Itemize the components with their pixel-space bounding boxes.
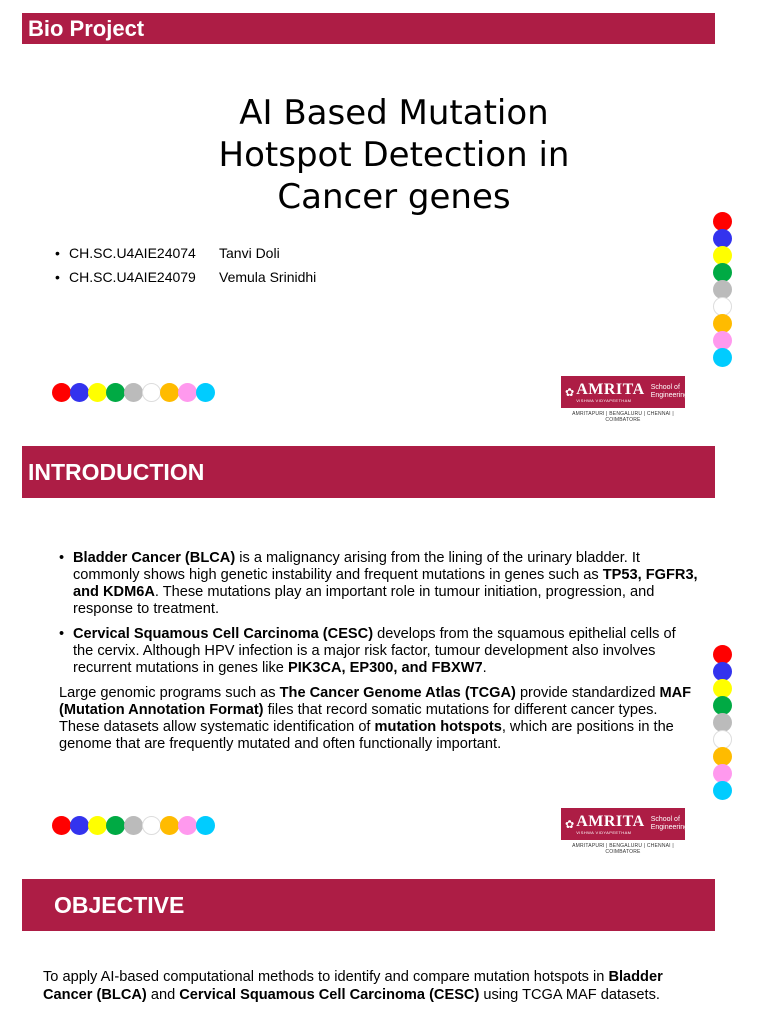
title-line-1: AI Based Mutation (239, 93, 549, 133)
logo-box (561, 376, 689, 408)
color-dot (52, 383, 71, 402)
logo-subtitle: VISHWA VIDYAPEETHAM (576, 397, 632, 403)
body-text: is a malignancy arising from the lining of the urinary bladder. It commonly shows high genetic instability and frequent mutations in genes such as (73, 550, 640, 583)
logo-school (651, 816, 688, 832)
logo-box (561, 808, 689, 840)
body-text: Large genomic programs such as (59, 685, 280, 701)
emblem-icon: ✿ (565, 818, 575, 831)
slide-title (190, 92, 598, 218)
color-dot (160, 816, 179, 835)
logo-name: AMRITA (576, 380, 645, 398)
slide-header-objective: OBJECTIVE (22, 879, 715, 931)
bold-text: PIK3CA, EP300, and FBXW7 (287, 660, 483, 676)
logo-subtitle: VISHWA VIDYAPEETHAM (576, 829, 632, 835)
vertical-color-dots (713, 212, 732, 365)
logo-campuses: AMRITAPURI | BENGALURU | CHENNAI | COIMBATORE (572, 411, 674, 423)
amrita-logo (561, 376, 689, 423)
author-item (55, 265, 316, 289)
horizontal-color-dots (52, 383, 214, 402)
body-text: and (146, 987, 180, 1003)
logo-school-line: School of (650, 816, 680, 823)
logo-school (651, 384, 688, 400)
bold-text: mutation hotspots (374, 719, 502, 735)
bold-text: Cervical Squamous Cell Carcinoma (CESC) (179, 987, 480, 1003)
logo-main (576, 382, 644, 403)
title-line-2: Hotspot Detection in (218, 135, 570, 175)
color-dot (713, 781, 732, 800)
color-dot (124, 816, 143, 835)
color-dot (106, 816, 125, 835)
body-text: provide standardized (515, 685, 660, 701)
color-dot (52, 816, 71, 835)
color-dot (70, 816, 89, 835)
logo-main (576, 814, 644, 835)
intro-bullet-cesc (59, 626, 699, 677)
vertical-color-dots (713, 645, 732, 798)
color-dot (178, 383, 197, 402)
color-dot (70, 383, 89, 402)
emblem-icon: ✿ (565, 386, 575, 399)
bold-text: MAF (Mutation Annotation Format) (59, 685, 692, 718)
author-name: Vemula Srinidhi (219, 269, 317, 285)
bold-text: The Cancer Genome Atlas (TCGA) (279, 685, 516, 701)
body-text: , which are positions in the genome that are frequently mutated and often functionally important. (59, 719, 674, 752)
color-dot (88, 383, 107, 402)
intro-bullet-blca (59, 550, 699, 618)
bold-text: Cervical Squamous Cell Carcinoma (CESC) (73, 626, 374, 642)
introduction-body (59, 550, 699, 753)
author-id: CH.SC.U4AIE24074 (69, 245, 196, 261)
logo-school-line: Engineering (650, 824, 689, 831)
author-name: Tanvi Doli (219, 245, 280, 261)
body-text: . These mutations play an important role in tumour initiation, progression, and response to treatment. (73, 584, 655, 617)
color-dot (142, 383, 161, 402)
color-dot (106, 383, 125, 402)
color-dot (160, 383, 179, 402)
logo-campuses: AMRITAPURI | BENGALURU | CHENNAI | COIMBATORE (572, 843, 674, 855)
bullet-icon: • (55, 245, 60, 261)
intro-paragraph-tcga (59, 685, 699, 753)
slide-header-bio-project: Bio Project (22, 13, 715, 44)
slide-header-introduction: INTRODUCTION (22, 446, 715, 498)
bold-text: Bladder Cancer (BLCA) (73, 550, 236, 566)
objective-body (43, 968, 703, 1004)
logo-school-line: School of (650, 384, 680, 391)
author-list (55, 241, 316, 289)
horizontal-color-dots (52, 816, 214, 835)
color-dot (178, 816, 197, 835)
body-text: using TCGA MAF datasets. (479, 987, 660, 1003)
body-text: . (482, 660, 487, 676)
author-item (55, 241, 316, 265)
bold-text: Bladder Cancer (BLCA) (43, 969, 663, 1003)
logo-school-line: Engineering (650, 392, 689, 399)
color-dot (142, 816, 161, 835)
color-dot (196, 383, 215, 402)
color-dot (196, 816, 215, 835)
color-dot (124, 383, 143, 402)
title-line-3: Cancer genes (277, 177, 511, 217)
color-dot (713, 348, 732, 367)
logo-name: AMRITA (576, 812, 645, 830)
author-id: CH.SC.U4AIE24079 (69, 269, 196, 285)
bullet-icon: • (55, 269, 60, 285)
body-text: develops from the squamous epithelial cells of the cervix. Although HPV infection is a major risk factor, tumour development also involves recurrent mutations in genes like (73, 626, 676, 676)
body-text: files that record somatic mutations for different cancer types. These datasets allow systematic identification of (59, 702, 658, 735)
amrita-logo (561, 808, 689, 855)
body-text: To apply AI-based computational methods to identify and compare mutation hotspots in (43, 969, 609, 985)
bold-text: TP53, FGFR3, and KDM6A (73, 567, 698, 600)
color-dot (88, 816, 107, 835)
